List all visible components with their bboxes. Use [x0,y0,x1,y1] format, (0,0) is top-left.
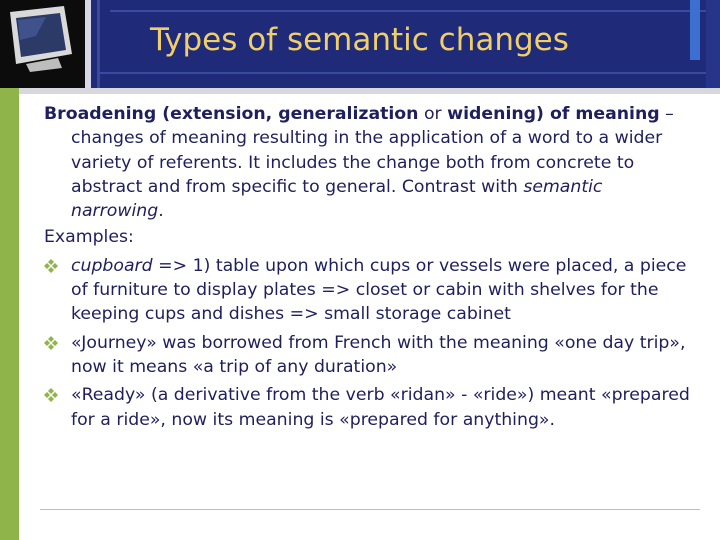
slide-title: Types of semantic changes [150,22,569,58]
example-word: cupboard [71,255,153,276]
header-shadow [19,88,720,94]
four-diamond-bullet-icon [44,259,58,273]
term-connector: or [418,104,448,124]
header-rule-top [110,10,720,12]
list-item [44,383,694,432]
header-accent-block [690,0,700,60]
header-divider [85,0,91,88]
computer-monitor-icon [6,6,74,72]
list-item [44,331,694,380]
four-diamond-bullet-icon [44,388,58,402]
header-image [0,0,85,88]
definition-paragraph [44,102,694,223]
left-accent-bar [0,88,19,540]
slide-header [0,0,720,88]
example-text: «Ready» (a derivative from the verb «ridan» - «ride») meant «prepared for a ride», now its meaning is «prepared for anything». [71,385,690,430]
definition-text: – changes of meaning resulting in the application of a word to a wider variety of referents. It includes the change both from concrete to abstract and from specific to general. Contrast with [71,104,674,197]
slide-body [44,102,694,432]
definition-emphasis: semantic narrowing [71,176,603,222]
term-heading: Broadening (extension, generalization [44,104,419,124]
examples-label: Examples: [44,227,134,248]
header-accent-block [706,0,720,88]
definition-end: . [158,201,164,222]
header-rule-bottom [100,72,720,74]
header-divider [97,0,100,88]
four-diamond-bullet-icon [44,336,58,350]
footer-divider [40,509,700,510]
example-text: «Journey» was borrowed from French with the meaning «one day trip», now it means «a trip of any duration» [71,332,686,377]
term-heading: widening) of meaning [447,104,660,124]
list-item [44,254,694,327]
example-text: => 1) table upon which cups or vessels were placed, a piece of furniture to display plates => closet or cabin with shelves for the keeping cups and dishes => small storage cabinet [71,255,687,325]
